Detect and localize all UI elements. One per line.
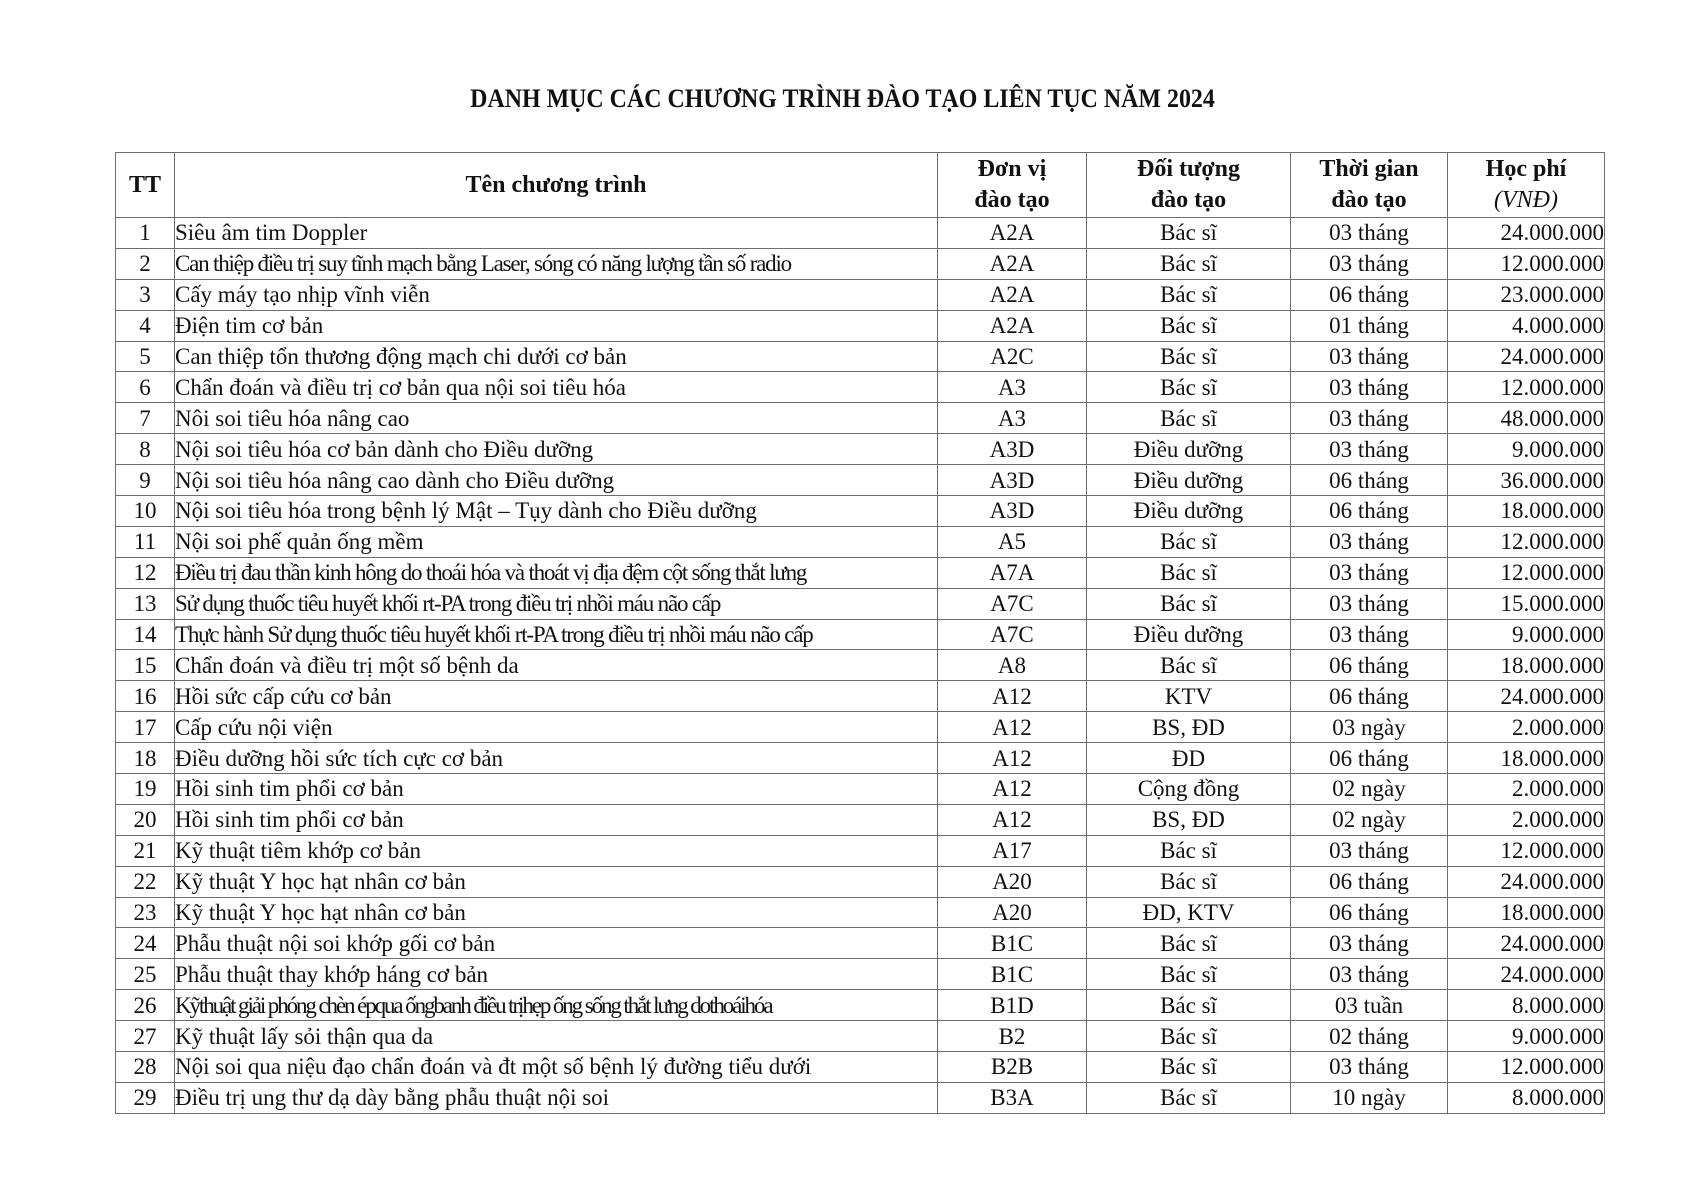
row-number: 11 xyxy=(116,526,175,557)
table-row xyxy=(116,681,1605,712)
target-audience: Bác sĩ xyxy=(1087,403,1291,434)
program-name: Nôi soi tiêu hóa nâng cao xyxy=(175,403,938,434)
program-name: Can thiệp điều trị suy tĩnh mạch bằng Laser, sóng có năng lượng tần số radio xyxy=(175,248,938,279)
training-duration: 03 tháng xyxy=(1291,1052,1448,1083)
table-row xyxy=(116,835,1605,866)
training-duration: 03 tháng xyxy=(1291,619,1448,650)
target-audience: Bác sĩ xyxy=(1087,372,1291,403)
training-duration: 03 tháng xyxy=(1291,588,1448,619)
training-unit: A2A xyxy=(938,248,1087,279)
tuition-fee: 12.000.000 xyxy=(1448,557,1605,588)
row-number: 29 xyxy=(116,1082,175,1113)
table-row xyxy=(116,310,1605,341)
tuition-fee: 36.000.000 xyxy=(1448,465,1605,496)
row-number: 4 xyxy=(116,310,175,341)
target-audience: BS, ĐD xyxy=(1087,804,1291,835)
tuition-fee: 12.000.000 xyxy=(1448,1052,1605,1083)
training-duration: 06 tháng xyxy=(1291,897,1448,928)
tuition-fee: 23.000.000 xyxy=(1448,279,1605,310)
training-duration: 03 tháng xyxy=(1291,526,1448,557)
tuition-fee: 9.000.000 xyxy=(1448,619,1605,650)
training-duration: 03 tháng xyxy=(1291,434,1448,465)
table-header xyxy=(116,153,1605,218)
table-row xyxy=(116,897,1605,928)
tuition-fee: 12.000.000 xyxy=(1448,526,1605,557)
target-audience: BS, ĐD xyxy=(1087,712,1291,743)
program-name: Điện tim cơ bản xyxy=(175,310,938,341)
training-unit: A7C xyxy=(938,588,1087,619)
row-number: 25 xyxy=(116,959,175,990)
training-unit: A2A xyxy=(938,218,1087,249)
table-row xyxy=(116,341,1605,372)
row-number: 28 xyxy=(116,1052,175,1083)
row-number: 13 xyxy=(116,588,175,619)
program-name: Nội soi qua niệu đạo chẩn đoán và đt một số bệnh lý đường tiểu dưới xyxy=(175,1052,938,1083)
table-row xyxy=(116,650,1605,681)
target-audience: Bác sĩ xyxy=(1087,218,1291,249)
row-number: 27 xyxy=(116,1021,175,1052)
tuition-fee: 24.000.000 xyxy=(1448,341,1605,372)
table-row xyxy=(116,496,1605,527)
training-unit: A7A xyxy=(938,557,1087,588)
tuition-fee: 2.000.000 xyxy=(1448,774,1605,805)
target-audience: Bác sĩ xyxy=(1087,341,1291,372)
table-row xyxy=(116,557,1605,588)
program-name: Nội soi phế quản ống mềm xyxy=(175,526,938,557)
target-audience: Bác sĩ xyxy=(1087,279,1291,310)
tuition-fee: 24.000.000 xyxy=(1448,928,1605,959)
header-row xyxy=(116,153,1605,218)
training-duration: 06 tháng xyxy=(1291,650,1448,681)
header-fee-line1: Học phí xyxy=(1485,156,1567,182)
program-name: Phẫu thuật nội soi khớp gối cơ bản xyxy=(175,928,938,959)
header-duration-line1: Thời gian xyxy=(1319,156,1419,182)
program-name: Kỹ thuật Y học hạt nhân cơ bản xyxy=(175,897,938,928)
row-number: 24 xyxy=(116,928,175,959)
row-number: 3 xyxy=(116,279,175,310)
table-row xyxy=(116,218,1605,249)
tuition-fee: 24.000.000 xyxy=(1448,959,1605,990)
row-number: 6 xyxy=(116,372,175,403)
program-name: Điều dưỡng hồi sức tích cực cơ bản xyxy=(175,743,938,774)
table-row xyxy=(116,1052,1605,1083)
tuition-fee: 15.000.000 xyxy=(1448,588,1605,619)
table-row xyxy=(116,774,1605,805)
target-audience: Bác sĩ xyxy=(1087,557,1291,588)
training-unit: A3D xyxy=(938,434,1087,465)
tuition-fee: 4.000.000 xyxy=(1448,310,1605,341)
table-row xyxy=(116,959,1605,990)
header-target-line1: Đối tượng xyxy=(1136,156,1241,182)
training-duration: 10 ngày xyxy=(1291,1082,1448,1113)
training-unit: B3A xyxy=(938,1082,1087,1113)
program-name: Thực hành Sử dụng thuốc tiêu huyết khối rt-PA trong điều trị nhồi máu não cấp xyxy=(175,619,938,650)
row-number: 10 xyxy=(116,496,175,527)
training-unit: B1C xyxy=(938,928,1087,959)
training-unit: A3D xyxy=(938,465,1087,496)
training-duration: 03 tháng xyxy=(1291,835,1448,866)
row-number: 12 xyxy=(116,557,175,588)
training-unit: A3 xyxy=(938,372,1087,403)
row-number: 8 xyxy=(116,434,175,465)
target-audience: Bác sĩ xyxy=(1087,588,1291,619)
training-unit: B1D xyxy=(938,990,1087,1021)
table-row xyxy=(116,465,1605,496)
row-number: 20 xyxy=(116,804,175,835)
training-duration: 01 tháng xyxy=(1291,310,1448,341)
target-audience: Bác sĩ xyxy=(1087,1021,1291,1052)
target-audience: Bác sĩ xyxy=(1087,526,1291,557)
training-unit: A2A xyxy=(938,310,1087,341)
tuition-fee: 18.000.000 xyxy=(1448,496,1605,527)
tuition-fee: 9.000.000 xyxy=(1448,1021,1605,1052)
training-programs-table xyxy=(115,152,1605,1114)
target-audience: Điều dưỡng xyxy=(1087,434,1291,465)
tuition-fee: 8.000.000 xyxy=(1448,1082,1605,1113)
table-row xyxy=(116,526,1605,557)
training-duration: 06 tháng xyxy=(1291,465,1448,496)
tuition-fee: 12.000.000 xyxy=(1448,372,1605,403)
header-tt: TT xyxy=(116,153,175,218)
table-row xyxy=(116,434,1605,465)
target-audience: Bác sĩ xyxy=(1087,650,1291,681)
training-unit: A12 xyxy=(938,681,1087,712)
target-audience: Bác sĩ xyxy=(1087,990,1291,1021)
header-duration xyxy=(1291,153,1448,218)
row-number: 7 xyxy=(116,403,175,434)
table-body xyxy=(116,218,1605,1114)
target-audience: ĐD, KTV xyxy=(1087,897,1291,928)
row-number: 2 xyxy=(116,248,175,279)
table-row xyxy=(116,1021,1605,1052)
table-row xyxy=(116,804,1605,835)
tuition-fee: 18.000.000 xyxy=(1448,743,1605,774)
training-unit: B2B xyxy=(938,1052,1087,1083)
training-unit: A12 xyxy=(938,712,1087,743)
training-duration: 03 tháng xyxy=(1291,557,1448,588)
row-number: 18 xyxy=(116,743,175,774)
program-name: Phẫu thuật thay khớp háng cơ bản xyxy=(175,959,938,990)
training-duration: 03 tháng xyxy=(1291,959,1448,990)
program-name: Kỹ thuật tiêm khớp cơ bản xyxy=(175,835,938,866)
target-audience: Bác sĩ xyxy=(1087,310,1291,341)
target-audience: Điều dưỡng xyxy=(1087,465,1291,496)
row-number: 15 xyxy=(116,650,175,681)
training-duration: 03 tháng xyxy=(1291,928,1448,959)
program-name: Hồi sức cấp cứu cơ bản xyxy=(175,681,938,712)
target-audience: Bác sĩ xyxy=(1087,1052,1291,1083)
target-audience: Điều dưỡng xyxy=(1087,619,1291,650)
training-unit: A12 xyxy=(938,743,1087,774)
target-audience: Bác sĩ xyxy=(1087,1082,1291,1113)
training-unit: A12 xyxy=(938,804,1087,835)
training-unit: A12 xyxy=(938,774,1087,805)
tuition-fee: 12.000.000 xyxy=(1448,835,1605,866)
training-duration: 06 tháng xyxy=(1291,681,1448,712)
tuition-fee: 9.000.000 xyxy=(1448,434,1605,465)
training-duration: 03 ngày xyxy=(1291,712,1448,743)
header-unit-line2: đào tạo xyxy=(974,187,1050,213)
tuition-fee: 24.000.000 xyxy=(1448,866,1605,897)
training-duration: 02 ngày xyxy=(1291,804,1448,835)
program-name: Cấp cứu nội viện xyxy=(175,712,938,743)
training-unit: A20 xyxy=(938,866,1087,897)
training-duration: 03 tuần xyxy=(1291,990,1448,1021)
target-audience: Bác sĩ xyxy=(1087,866,1291,897)
program-name: Hồi sinh tim phổi cơ bản xyxy=(175,804,938,835)
table-row xyxy=(116,588,1605,619)
training-duration: 03 tháng xyxy=(1291,403,1448,434)
target-audience: Bác sĩ xyxy=(1087,835,1291,866)
program-name: Kỹ thuật Y học hạt nhân cơ bản xyxy=(175,866,938,897)
program-name: Điều trị ung thư dạ dày bằng phẫu thuật nội soi xyxy=(175,1082,938,1113)
training-unit: A2C xyxy=(938,341,1087,372)
row-number: 21 xyxy=(116,835,175,866)
tuition-fee: 24.000.000 xyxy=(1448,681,1605,712)
training-duration: 02 ngày xyxy=(1291,774,1448,805)
training-duration: 06 tháng xyxy=(1291,496,1448,527)
row-number: 23 xyxy=(116,897,175,928)
row-number: 17 xyxy=(116,712,175,743)
table-row xyxy=(116,372,1605,403)
table-row xyxy=(116,279,1605,310)
target-audience: ĐD xyxy=(1087,743,1291,774)
target-audience: Bác sĩ xyxy=(1087,928,1291,959)
program-name: Sử dụng thuốc tiêu huyết khối rt-PA trong điều trị nhồi máu não cấp xyxy=(175,588,938,619)
tuition-fee: 8.000.000 xyxy=(1448,990,1605,1021)
program-name: Chẩn đoán và điều trị cơ bản qua nội soi tiêu hóa xyxy=(175,372,938,403)
target-audience: Cộng đồng xyxy=(1087,774,1291,805)
header-target-line2: đào tạo xyxy=(1150,187,1227,213)
table-row xyxy=(116,248,1605,279)
program-name: Kỹthuật giải phóng chèn épqua ốngbanh điều trịhẹp ống sống thắt lưng dothoáihóa xyxy=(175,990,938,1021)
row-number: 22 xyxy=(116,866,175,897)
header-duration-line2: đào tạo xyxy=(1331,187,1407,213)
training-unit: A3D xyxy=(938,496,1087,527)
table-row xyxy=(116,712,1605,743)
row-number: 1 xyxy=(116,218,175,249)
document-title: DANH MỤC CÁC CHƯƠNG TRÌNH ĐÀO TẠO LIÊN TỤC NĂM 2024 xyxy=(470,84,1215,113)
training-unit: A8 xyxy=(938,650,1087,681)
training-duration: 03 tháng xyxy=(1291,218,1448,249)
target-audience: Bác sĩ xyxy=(1087,248,1291,279)
training-unit: A5 xyxy=(938,526,1087,557)
tuition-fee: 48.000.000 xyxy=(1448,403,1605,434)
header-unit xyxy=(938,153,1087,218)
header-fee xyxy=(1448,153,1605,218)
target-audience: Bác sĩ xyxy=(1087,959,1291,990)
training-unit: A3 xyxy=(938,403,1087,434)
training-duration: 06 tháng xyxy=(1291,743,1448,774)
header-target xyxy=(1087,153,1291,218)
training-duration: 03 tháng xyxy=(1291,372,1448,403)
training-duration: 03 tháng xyxy=(1291,248,1448,279)
program-name: Điều trị đau thần kinh hông do thoái hóa và thoát vị địa đệm cột sống thắt lưng xyxy=(175,557,938,588)
row-number: 9 xyxy=(116,465,175,496)
tuition-fee: 24.000.000 xyxy=(1448,218,1605,249)
table-row xyxy=(116,866,1605,897)
training-duration: 06 tháng xyxy=(1291,866,1448,897)
training-unit: A20 xyxy=(938,897,1087,928)
header-unit-line1: Đơn vị xyxy=(977,156,1047,182)
tuition-fee: 12.000.000 xyxy=(1448,248,1605,279)
program-name: Nội soi tiêu hóa trong bệnh lý Mật – Tụy dành cho Điều dưỡng xyxy=(175,496,938,527)
target-audience: Điều dưỡng xyxy=(1087,496,1291,527)
training-duration: 06 tháng xyxy=(1291,279,1448,310)
program-name: Hồi sinh tim phổi cơ bản xyxy=(175,774,938,805)
tuition-fee: 2.000.000 xyxy=(1448,804,1605,835)
program-name: Chẩn đoán và điều trị một số bệnh da xyxy=(175,650,938,681)
training-duration: 03 tháng xyxy=(1291,341,1448,372)
table-row xyxy=(116,403,1605,434)
training-unit: A2A xyxy=(938,279,1087,310)
program-name: Kỹ thuật lấy sỏi thận qua da xyxy=(175,1021,938,1052)
program-name: Nội soi tiêu hóa nâng cao dành cho Điều dưỡng xyxy=(175,465,938,496)
row-number: 19 xyxy=(116,774,175,805)
table-row xyxy=(116,619,1605,650)
table-row xyxy=(116,928,1605,959)
row-number: 5 xyxy=(116,341,175,372)
header-program-name: Tên chương trình xyxy=(175,153,938,218)
tuition-fee: 2.000.000 xyxy=(1448,712,1605,743)
program-name: Siêu âm tim Doppler xyxy=(175,218,938,249)
tuition-fee: 18.000.000 xyxy=(1448,897,1605,928)
row-number: 26 xyxy=(116,990,175,1021)
training-duration: 02 tháng xyxy=(1291,1021,1448,1052)
table-row xyxy=(116,743,1605,774)
tuition-fee: 18.000.000 xyxy=(1448,650,1605,681)
training-unit: B1C xyxy=(938,959,1087,990)
program-name: Can thiệp tổn thương động mạch chi dưới cơ bản xyxy=(175,341,938,372)
header-fee-line2: (VNĐ) xyxy=(1494,187,1558,213)
target-audience: KTV xyxy=(1087,681,1291,712)
row-number: 16 xyxy=(116,681,175,712)
table-row xyxy=(116,1082,1605,1113)
training-unit: A7C xyxy=(938,619,1087,650)
program-name: Nội soi tiêu hóa cơ bản dành cho Điều dưỡng xyxy=(175,434,938,465)
program-name: Cấy máy tạo nhịp vĩnh viễn xyxy=(175,279,938,310)
training-unit: A17 xyxy=(938,835,1087,866)
training-unit: B2 xyxy=(938,1021,1087,1052)
table-row xyxy=(116,990,1605,1021)
row-number: 14 xyxy=(116,619,175,650)
